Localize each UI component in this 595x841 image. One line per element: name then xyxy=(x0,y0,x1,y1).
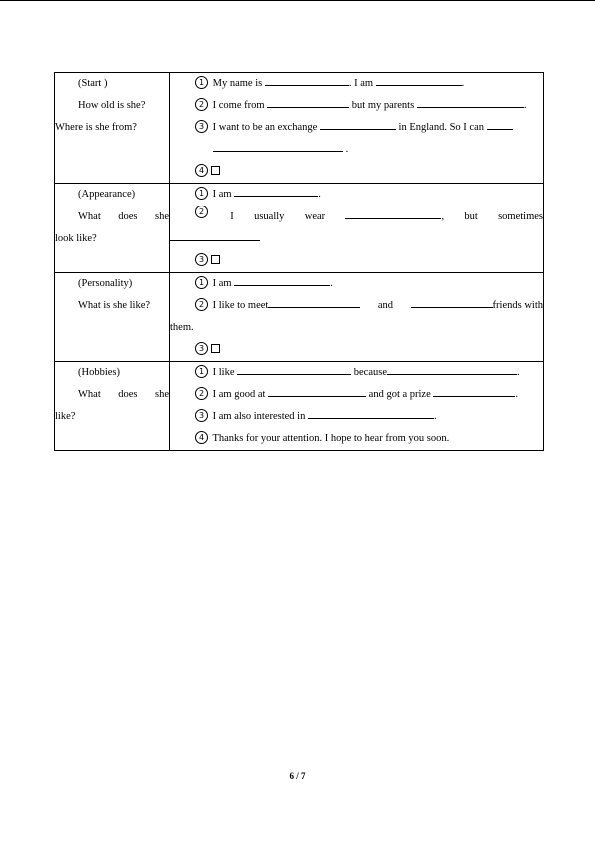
question-word: What xyxy=(78,389,101,400)
item-text: . xyxy=(515,389,519,400)
section-content-cell xyxy=(170,362,544,451)
circled-number: 4 xyxy=(195,431,208,444)
answer-blank[interactable] xyxy=(234,273,330,286)
circled-number: 1 xyxy=(195,276,208,289)
circled-number: 3 xyxy=(195,342,208,355)
item-word: sometimes xyxy=(498,211,543,222)
section-label-cell xyxy=(55,362,170,451)
item-word: , xyxy=(441,211,445,222)
answer-blank[interactable] xyxy=(170,228,260,241)
answer-blank[interactable] xyxy=(411,295,493,308)
answer-blank[interactable] xyxy=(433,384,515,397)
section-content-cell xyxy=(170,184,544,273)
item-text: I am good at xyxy=(212,389,266,400)
question-word: she xyxy=(155,211,169,222)
item-text: Thanks for your attention. I hope to hear from you soon. xyxy=(212,433,450,444)
answer-blank[interactable] xyxy=(265,73,349,86)
answer-blank[interactable] xyxy=(387,362,517,375)
section-label: (Appearance) xyxy=(78,189,136,200)
item-word: and xyxy=(377,300,394,311)
top-rule xyxy=(0,0,595,1)
section-label: (Personality) xyxy=(78,278,133,289)
outline-item-continuation xyxy=(170,228,543,250)
outline-item xyxy=(170,95,543,117)
circled-number: 1 xyxy=(195,76,208,89)
outline-item-continuation: them. xyxy=(170,322,194,333)
item-text: . xyxy=(345,144,349,155)
item-text: I come from xyxy=(212,100,265,111)
circled-number: 3 xyxy=(195,120,208,133)
section-label: (Start ) xyxy=(78,78,108,89)
circled-number: 1 xyxy=(195,187,208,200)
answer-blank[interactable] xyxy=(268,384,366,397)
item-text: . xyxy=(461,78,465,89)
circled-number: 2 xyxy=(195,387,208,400)
item-text: I am xyxy=(212,278,232,289)
answer-blank[interactable] xyxy=(213,139,343,152)
answer-blank[interactable] xyxy=(320,117,396,130)
section-question: like? xyxy=(55,411,76,422)
answer-blank[interactable] xyxy=(417,95,524,108)
section-question: How old is she? xyxy=(78,100,146,111)
outline-item xyxy=(170,250,543,272)
outline-item xyxy=(170,184,543,206)
item-text: I am xyxy=(212,189,232,200)
outline-item xyxy=(170,362,543,384)
checkbox-glyph xyxy=(211,255,220,264)
outline-item xyxy=(170,428,543,450)
item-text: . xyxy=(516,367,520,378)
answer-blank[interactable] xyxy=(345,206,441,219)
item-text: because xyxy=(353,367,387,378)
item-text: . xyxy=(433,411,437,422)
section-label-cell xyxy=(55,273,170,362)
section-appearance xyxy=(55,184,544,273)
item-word: friends with xyxy=(492,300,543,311)
circled-number: 2 xyxy=(195,206,208,218)
item-text: My name is xyxy=(212,78,263,89)
circled-number: 3 xyxy=(195,253,208,266)
outline-item xyxy=(170,117,543,139)
section-question: Where is she from? xyxy=(55,122,137,133)
section-question: look like? xyxy=(55,233,97,244)
item-word: I xyxy=(230,211,234,222)
outline-item xyxy=(170,384,543,406)
circled-number: 3 xyxy=(195,409,208,422)
section-label: (Hobbies) xyxy=(78,367,120,378)
outline-item xyxy=(170,406,543,428)
section-question xyxy=(55,206,169,228)
item-text: and got a prize xyxy=(368,389,431,400)
item-text: . xyxy=(330,278,333,289)
section-start xyxy=(55,73,544,184)
answer-blank[interactable] xyxy=(376,73,462,86)
item-text: I like xyxy=(212,367,235,378)
answer-blank[interactable] xyxy=(234,184,318,197)
outline-item xyxy=(170,73,543,95)
section-label-cell xyxy=(55,184,170,273)
section-question: What is she like? xyxy=(78,300,151,311)
item-text: in England. So I can xyxy=(398,122,484,133)
circled-number: 4 xyxy=(195,164,208,177)
outline-item xyxy=(170,161,543,183)
item-text: . xyxy=(318,189,321,200)
outline-item xyxy=(170,339,543,361)
item-text: but my parents xyxy=(351,100,415,111)
question-word: she xyxy=(155,389,169,400)
item-text: . xyxy=(523,100,527,111)
answer-blank[interactable] xyxy=(267,95,349,108)
section-label-cell xyxy=(55,73,170,184)
page-number: 6 / 7 xyxy=(289,771,306,781)
answer-blank[interactable] xyxy=(487,117,513,130)
section-personality xyxy=(55,273,544,362)
circled-number: 1 xyxy=(195,365,208,378)
section-content-cell xyxy=(170,273,544,362)
section-hobbies xyxy=(55,362,544,451)
section-question xyxy=(55,384,169,406)
outline-item-continuation xyxy=(170,139,543,161)
item-word: wear xyxy=(304,211,326,222)
item-text: I want to be an exchange xyxy=(212,122,318,133)
item-word: usually xyxy=(254,211,285,222)
outline-item xyxy=(170,206,543,228)
item-text: I am also interested in xyxy=(212,411,306,422)
item-text: . I am xyxy=(348,78,374,89)
question-word: does xyxy=(118,389,138,400)
circled-number: 2 xyxy=(195,298,208,311)
item-word: I like to meet xyxy=(212,300,269,311)
answer-blank[interactable] xyxy=(308,406,434,419)
question-word: What xyxy=(78,211,101,222)
outline-item xyxy=(170,295,543,317)
item-word: but xyxy=(464,211,478,222)
outline-item xyxy=(170,273,543,295)
answer-blank[interactable] xyxy=(268,295,360,308)
circled-number: 2 xyxy=(195,98,208,111)
checkbox-glyph xyxy=(211,344,220,353)
section-content-cell xyxy=(170,73,544,184)
checkbox-glyph xyxy=(211,166,220,175)
writing-outline-table xyxy=(54,72,544,451)
question-word: does xyxy=(118,211,138,222)
answer-blank[interactable] xyxy=(237,362,351,375)
